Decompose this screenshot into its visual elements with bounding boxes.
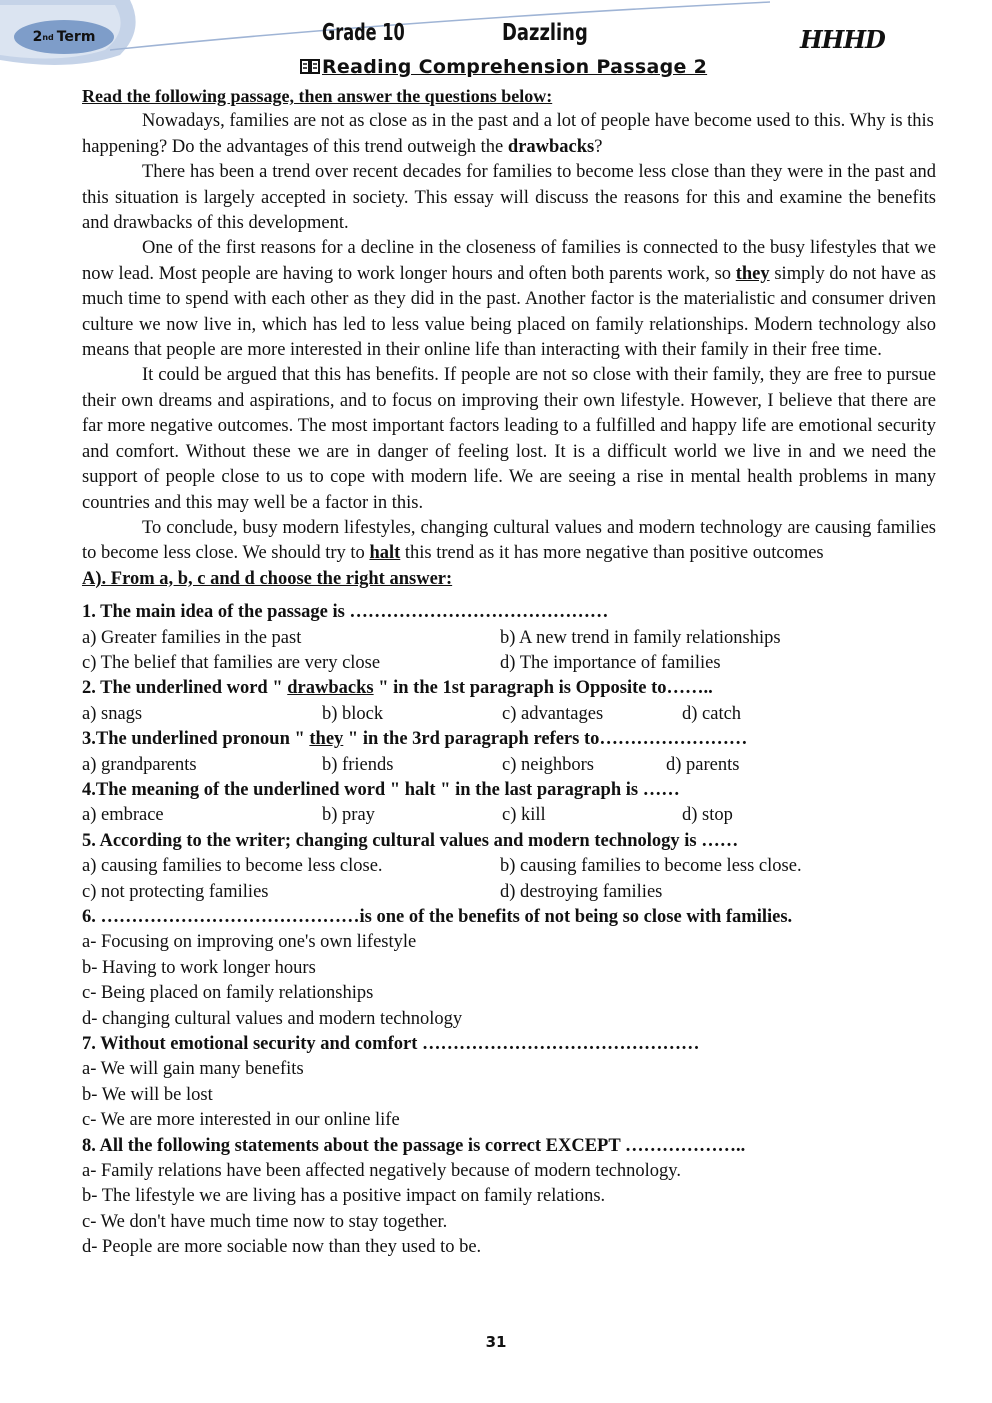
option-b[interactable]: b) A new trend in family relationships (500, 627, 781, 648)
grade-label: Grade 10 (322, 20, 405, 46)
worksheet-content (82, 84, 936, 1261)
author-signature: HHHD (800, 25, 885, 54)
option-a[interactable]: a) embrace (82, 805, 164, 826)
question-2 (82, 676, 936, 701)
question-5-options (82, 854, 936, 905)
option-a[interactable]: a- We will gain many benefits (82, 1059, 304, 1080)
series-label: Dazzling (502, 20, 588, 46)
passage-paragraph-4: It could be argued that this has benefits. If people are not so close with their family, they are free to pursue their own dreams and aspirations, and to focus on improving their own lifestyle. However, I believe that there are far more negative outcomes. The most important factors leading to a fulfilled and happy life are emotional security and comfort. Without these we are in danger of feeling lost. It is a difficult world we live in and we need the support of people close to us to cope with modern life. We are seeing a rise in mental health problems in many countries and this may well be a factor in this. (82, 365, 936, 513)
question-7: 7. Without emotional security and comfort ……………………………………… (82, 1034, 700, 1055)
question-1-options (82, 626, 936, 677)
option-b[interactable]: b) causing families to become less close. (500, 856, 802, 877)
q2-text-end: " in the 1st paragraph is Opposite to…….. (373, 678, 713, 699)
q2-underlined-word: drawbacks (287, 678, 374, 699)
option-c[interactable]: c) The belief that families are very close (82, 652, 381, 673)
option-a[interactable]: a) causing families to become less close. (82, 856, 383, 877)
question-1: 1. The main idea of the passage is …………………………………… (82, 602, 609, 623)
option-d[interactable]: d- People are more sociable now than they used to be. (82, 1237, 482, 1258)
q2-text: 2. The underlined word " (82, 678, 288, 699)
option-d[interactable]: d) destroying families (500, 881, 663, 902)
page-title (300, 56, 707, 78)
question-3-options (82, 753, 936, 778)
passage-paragraph-1 (82, 109, 936, 160)
option-d[interactable]: d) catch (682, 703, 742, 724)
q3-underlined-word: they (309, 729, 344, 750)
underlined-they: they (735, 263, 770, 284)
p3-text: One of the first reasons for a decline in the closeness of families is connected to the busy lifestyles that we now lead. Most people are having to work longer hours and often both parents work, so (82, 238, 936, 284)
title-text: Reading Comprehension Passage 2 (322, 56, 708, 78)
option-b[interactable]: b) friends (322, 754, 394, 775)
question-2-options (82, 702, 936, 727)
p1-text: Nowadays, families are not as close as in the past and a lot of people have become used to this. Why is this happening? Do the advantages of this trend outweigh the (82, 111, 934, 157)
term-badge (14, 20, 114, 54)
p5-end: this trend as it has more negative than positive outcomes (400, 543, 824, 564)
option-c[interactable]: c) advantages (502, 703, 604, 724)
term-number: 2 (32, 29, 43, 45)
option-c[interactable]: c) not protecting families (82, 881, 269, 902)
option-b[interactable]: b- Having to work longer hours (82, 957, 316, 978)
question-4-options (82, 803, 936, 828)
option-a[interactable]: a- Family relations have been affected negatively because of modern technology. (82, 1161, 681, 1182)
option-d[interactable]: d- changing cultural values and modern technology (82, 1008, 463, 1029)
option-b[interactable]: b) pray (322, 805, 375, 826)
q3-text-end: " in the 3rd paragraph refers to…………………… (343, 729, 748, 750)
q3-text: 3.The underlined pronoun " (82, 729, 310, 750)
option-c[interactable]: c- We don't have much time now to stay together. (82, 1211, 448, 1232)
question-3 (82, 727, 936, 752)
p5-text: To conclude, busy modern lifestyles, changing cultural values and modern technology are causing families to become less close. We should try to (82, 517, 936, 564)
option-c[interactable]: c) neighbors (502, 754, 594, 775)
option-c[interactable]: c- Being placed on family relationships (82, 983, 374, 1004)
section-a-heading: A). From a, b, c and d choose the right answer: (82, 568, 453, 589)
passage-paragraph-5 (82, 516, 936, 567)
page-number: 31 (485, 1333, 507, 1351)
option-c[interactable]: c) kill (502, 805, 546, 826)
p3-end: simply do not have as much time to spend with each other as they did in the past. Another factor is the materialistic and consumer driven culture we now live in, which has led to less value being placed on family relationships. Modern technology also means that people are more interested in their online life than interacting with their family in their free time. (82, 263, 937, 361)
option-a[interactable]: a) snags (82, 703, 143, 724)
instructions: Read the following passage, then answer the questions below: (82, 86, 553, 106)
option-a[interactable]: a- Focusing on improving one's own lifestyle (82, 932, 417, 953)
book-icon (300, 59, 320, 75)
question-4: 4.The meaning of the underlined word " halt " in the last paragraph is …… (82, 779, 680, 800)
underlined-halt: halt (369, 543, 401, 564)
option-c[interactable]: c- We are more interested in our online life (82, 1110, 400, 1131)
option-b[interactable]: b- The lifestyle we are living has a positive impact on family relations. (82, 1186, 606, 1207)
question-5: 5. According to the writer; changing cultural values and modern technology is …… (82, 830, 739, 851)
passage-paragraph-2: There has been a trend over recent decades for families to become less close than they were in the past and this situation is largely accepted in society. This essay will discuss the reasons for this and examine the benefits and drawbacks of this development. (82, 162, 936, 234)
option-d[interactable]: d) The importance of families (500, 652, 721, 673)
page-header (0, 0, 992, 84)
term-label: Term (56, 29, 96, 45)
option-a[interactable]: a) Greater families in the past (82, 627, 302, 648)
option-d[interactable]: d) stop (682, 805, 733, 826)
passage-paragraph-3 (82, 236, 936, 363)
option-d[interactable]: d) parents (666, 754, 740, 775)
question-8: 8. All the following statements about the passage is correct EXCEPT ……………….. (82, 1135, 746, 1156)
p1-end: ? (594, 136, 603, 157)
option-b[interactable]: b) block (322, 703, 384, 724)
option-b[interactable]: b- We will be lost (82, 1084, 213, 1105)
highlight-drawbacks: drawbacks (507, 136, 595, 157)
option-a[interactable]: a) grandparents (82, 754, 197, 775)
term-suffix: nd (42, 32, 54, 42)
question-6: 6. ……………………………………is one of the benefits of not being so close with families. (82, 907, 793, 927)
